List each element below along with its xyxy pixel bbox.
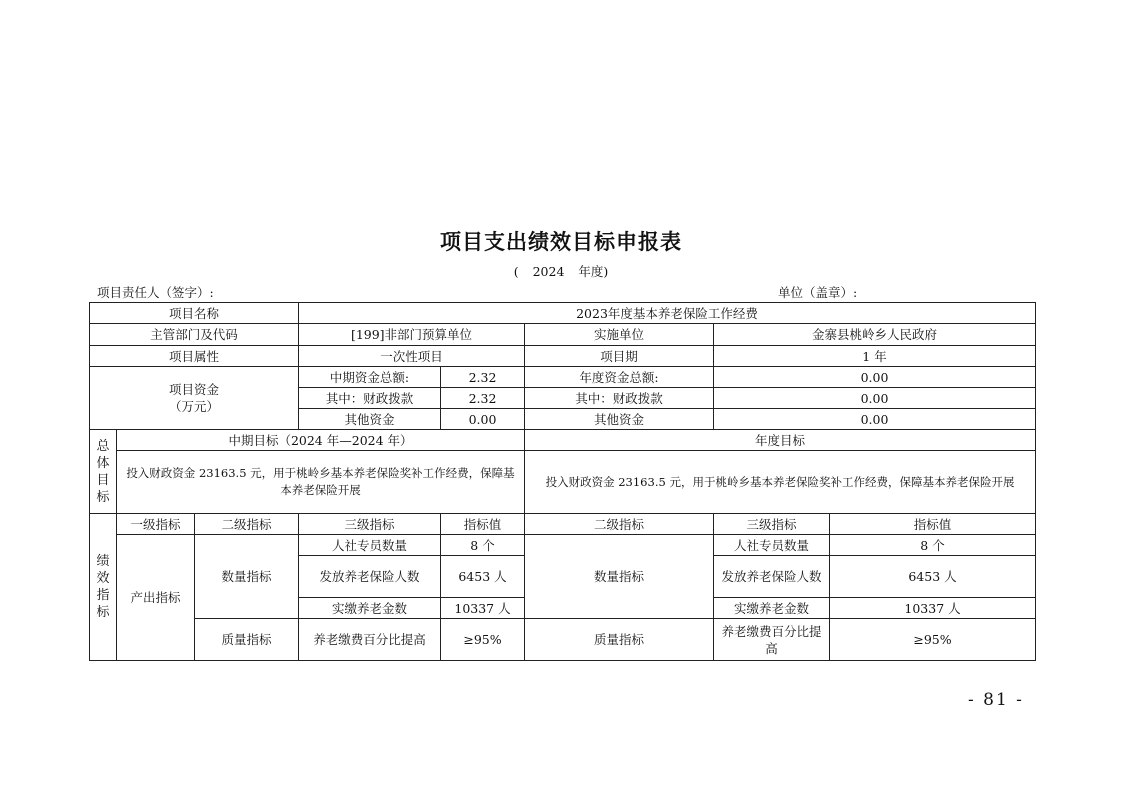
row-project-name bbox=[90, 303, 1036, 324]
row-funds-total bbox=[90, 367, 1036, 388]
header-level3: 三级指标 bbox=[299, 514, 441, 535]
period-value: 1 年 bbox=[714, 346, 1036, 367]
performance-goal-table bbox=[89, 302, 1036, 661]
header-level3-year: 三级指标 bbox=[714, 514, 830, 535]
header-value: 指标值 bbox=[441, 514, 525, 535]
header-level1: 一级指标 bbox=[117, 514, 195, 535]
year-goal-header: 年度目标 bbox=[525, 430, 1036, 451]
year-indicator-name: 发放养老保险人数 bbox=[714, 556, 830, 598]
table-row bbox=[90, 535, 1036, 556]
quality-indicator-year: 质量指标 bbox=[525, 619, 714, 661]
side-char: 体 bbox=[96, 455, 110, 471]
year-indicator-value: ≥95% bbox=[830, 619, 1036, 661]
mid-indicator-value: 6453 人 bbox=[441, 556, 525, 598]
header-value-year: 指标值 bbox=[830, 514, 1036, 535]
year-other-label: 其他资金 bbox=[525, 409, 714, 430]
side-char: 目 bbox=[96, 472, 110, 488]
year-fiscal-value: 0.00 bbox=[714, 388, 1036, 409]
year-close: 年度) bbox=[578, 264, 609, 279]
side-char: 绩 bbox=[96, 554, 110, 569]
mid-total-label: 中期资金总额: bbox=[299, 367, 441, 388]
quantity-indicator: 数量指标 bbox=[195, 535, 299, 619]
year-indicator-value: 8 个 bbox=[830, 535, 1036, 556]
performance-side-label bbox=[90, 514, 117, 661]
mid-other-value: 0.00 bbox=[441, 409, 525, 430]
attribute-label: 项目属性 bbox=[90, 346, 299, 367]
row-attribute bbox=[90, 346, 1036, 367]
mid-fiscal-value: 2.32 bbox=[441, 388, 525, 409]
header-level2: 二级指标 bbox=[195, 514, 299, 535]
funds-label-line1: 项目资金 bbox=[168, 382, 219, 397]
project-name-value: 2023年度基本养老保险工作经费 bbox=[299, 303, 1036, 324]
year-indicator-value: 6453 人 bbox=[830, 556, 1036, 598]
mid-indicator-value: 10337 人 bbox=[441, 598, 525, 619]
row-department bbox=[90, 324, 1036, 346]
funds-label-line2: （万元） bbox=[168, 399, 219, 414]
row-goal-text bbox=[90, 451, 1036, 514]
mid-indicator-name: 实缴养老金数 bbox=[299, 598, 441, 619]
header-level2-year: 二级指标 bbox=[525, 514, 714, 535]
side-char: 标 bbox=[96, 605, 110, 620]
table-row bbox=[90, 619, 1036, 661]
mid-indicator-name: 人社专员数量 bbox=[299, 535, 441, 556]
row-indicator-headers bbox=[90, 514, 1036, 535]
mid-indicator-value: 8 个 bbox=[441, 535, 525, 556]
side-char: 总 bbox=[96, 438, 110, 454]
year-indicator-name: 养老缴费百分比提高 bbox=[714, 619, 830, 661]
mid-goal-text: 投入财政资金 23163.5 元，用于桃岭乡基本养老保险奖补工作经费，保障基本养老保险开展 bbox=[117, 451, 525, 514]
attribute-value: 一次性项目 bbox=[299, 346, 525, 367]
year-indicator-name: 实缴养老金数 bbox=[714, 598, 830, 619]
funds-label bbox=[90, 367, 299, 430]
year-open: ( bbox=[513, 264, 519, 279]
year-line bbox=[0, 262, 1122, 280]
implementer-value: 金寨县桃岭乡人民政府 bbox=[714, 324, 1036, 346]
side-char: 标 bbox=[96, 489, 110, 505]
mid-fiscal-label: 其中：财政拨款 bbox=[299, 388, 441, 409]
quantity-indicator-year: 数量指标 bbox=[525, 535, 714, 619]
department-label: 主管部门及代码 bbox=[90, 324, 299, 346]
implementer-label: 实施单位 bbox=[525, 324, 714, 346]
row-goal-headers bbox=[90, 430, 1036, 451]
responsible-label: 项目责任人（签字）: bbox=[97, 285, 214, 300]
year-total-label: 年度资金总额: bbox=[525, 367, 714, 388]
year-indicator-value: 10337 人 bbox=[830, 598, 1036, 619]
year-value: 2024 bbox=[532, 264, 565, 279]
period-label: 项目期 bbox=[525, 346, 714, 367]
project-name-label: 项目名称 bbox=[90, 303, 299, 324]
page-title: 项目支出绩效目标申报表 bbox=[440, 229, 682, 254]
year-goal-text: 投入财政资金 23163.5 元，用于桃岭乡基本养老保险奖补工作经费，保障基本养老保险开展 bbox=[525, 451, 1036, 514]
year-indicator-name: 人社专员数量 bbox=[714, 535, 830, 556]
mid-goal-header: 中期目标（2024 年—2024 年） bbox=[117, 430, 525, 451]
department-value: [199]非部门预算单位 bbox=[299, 324, 525, 346]
mid-total-value: 2.32 bbox=[441, 367, 525, 388]
mid-indicator-name: 发放养老保险人数 bbox=[299, 556, 441, 598]
mid-indicator-name: 养老缴费百分比提高 bbox=[299, 619, 441, 661]
quality-indicator: 质量指标 bbox=[195, 619, 299, 661]
mid-other-label: 其他资金 bbox=[299, 409, 441, 430]
overall-goal-side-label bbox=[90, 430, 117, 514]
year-other-value: 0.00 bbox=[714, 409, 1036, 430]
side-char: 效 bbox=[96, 571, 110, 586]
year-fiscal-label: 其中：财政拨款 bbox=[525, 388, 714, 409]
page-number: - 81 - bbox=[968, 690, 1024, 710]
unit-seal-label: 单位（盖章）: bbox=[778, 285, 858, 300]
mid-indicator-value: ≥95% bbox=[441, 619, 525, 661]
output-indicator: 产出指标 bbox=[117, 535, 195, 661]
year-total-value: 0.00 bbox=[714, 367, 1036, 388]
side-char: 指 bbox=[96, 588, 110, 603]
